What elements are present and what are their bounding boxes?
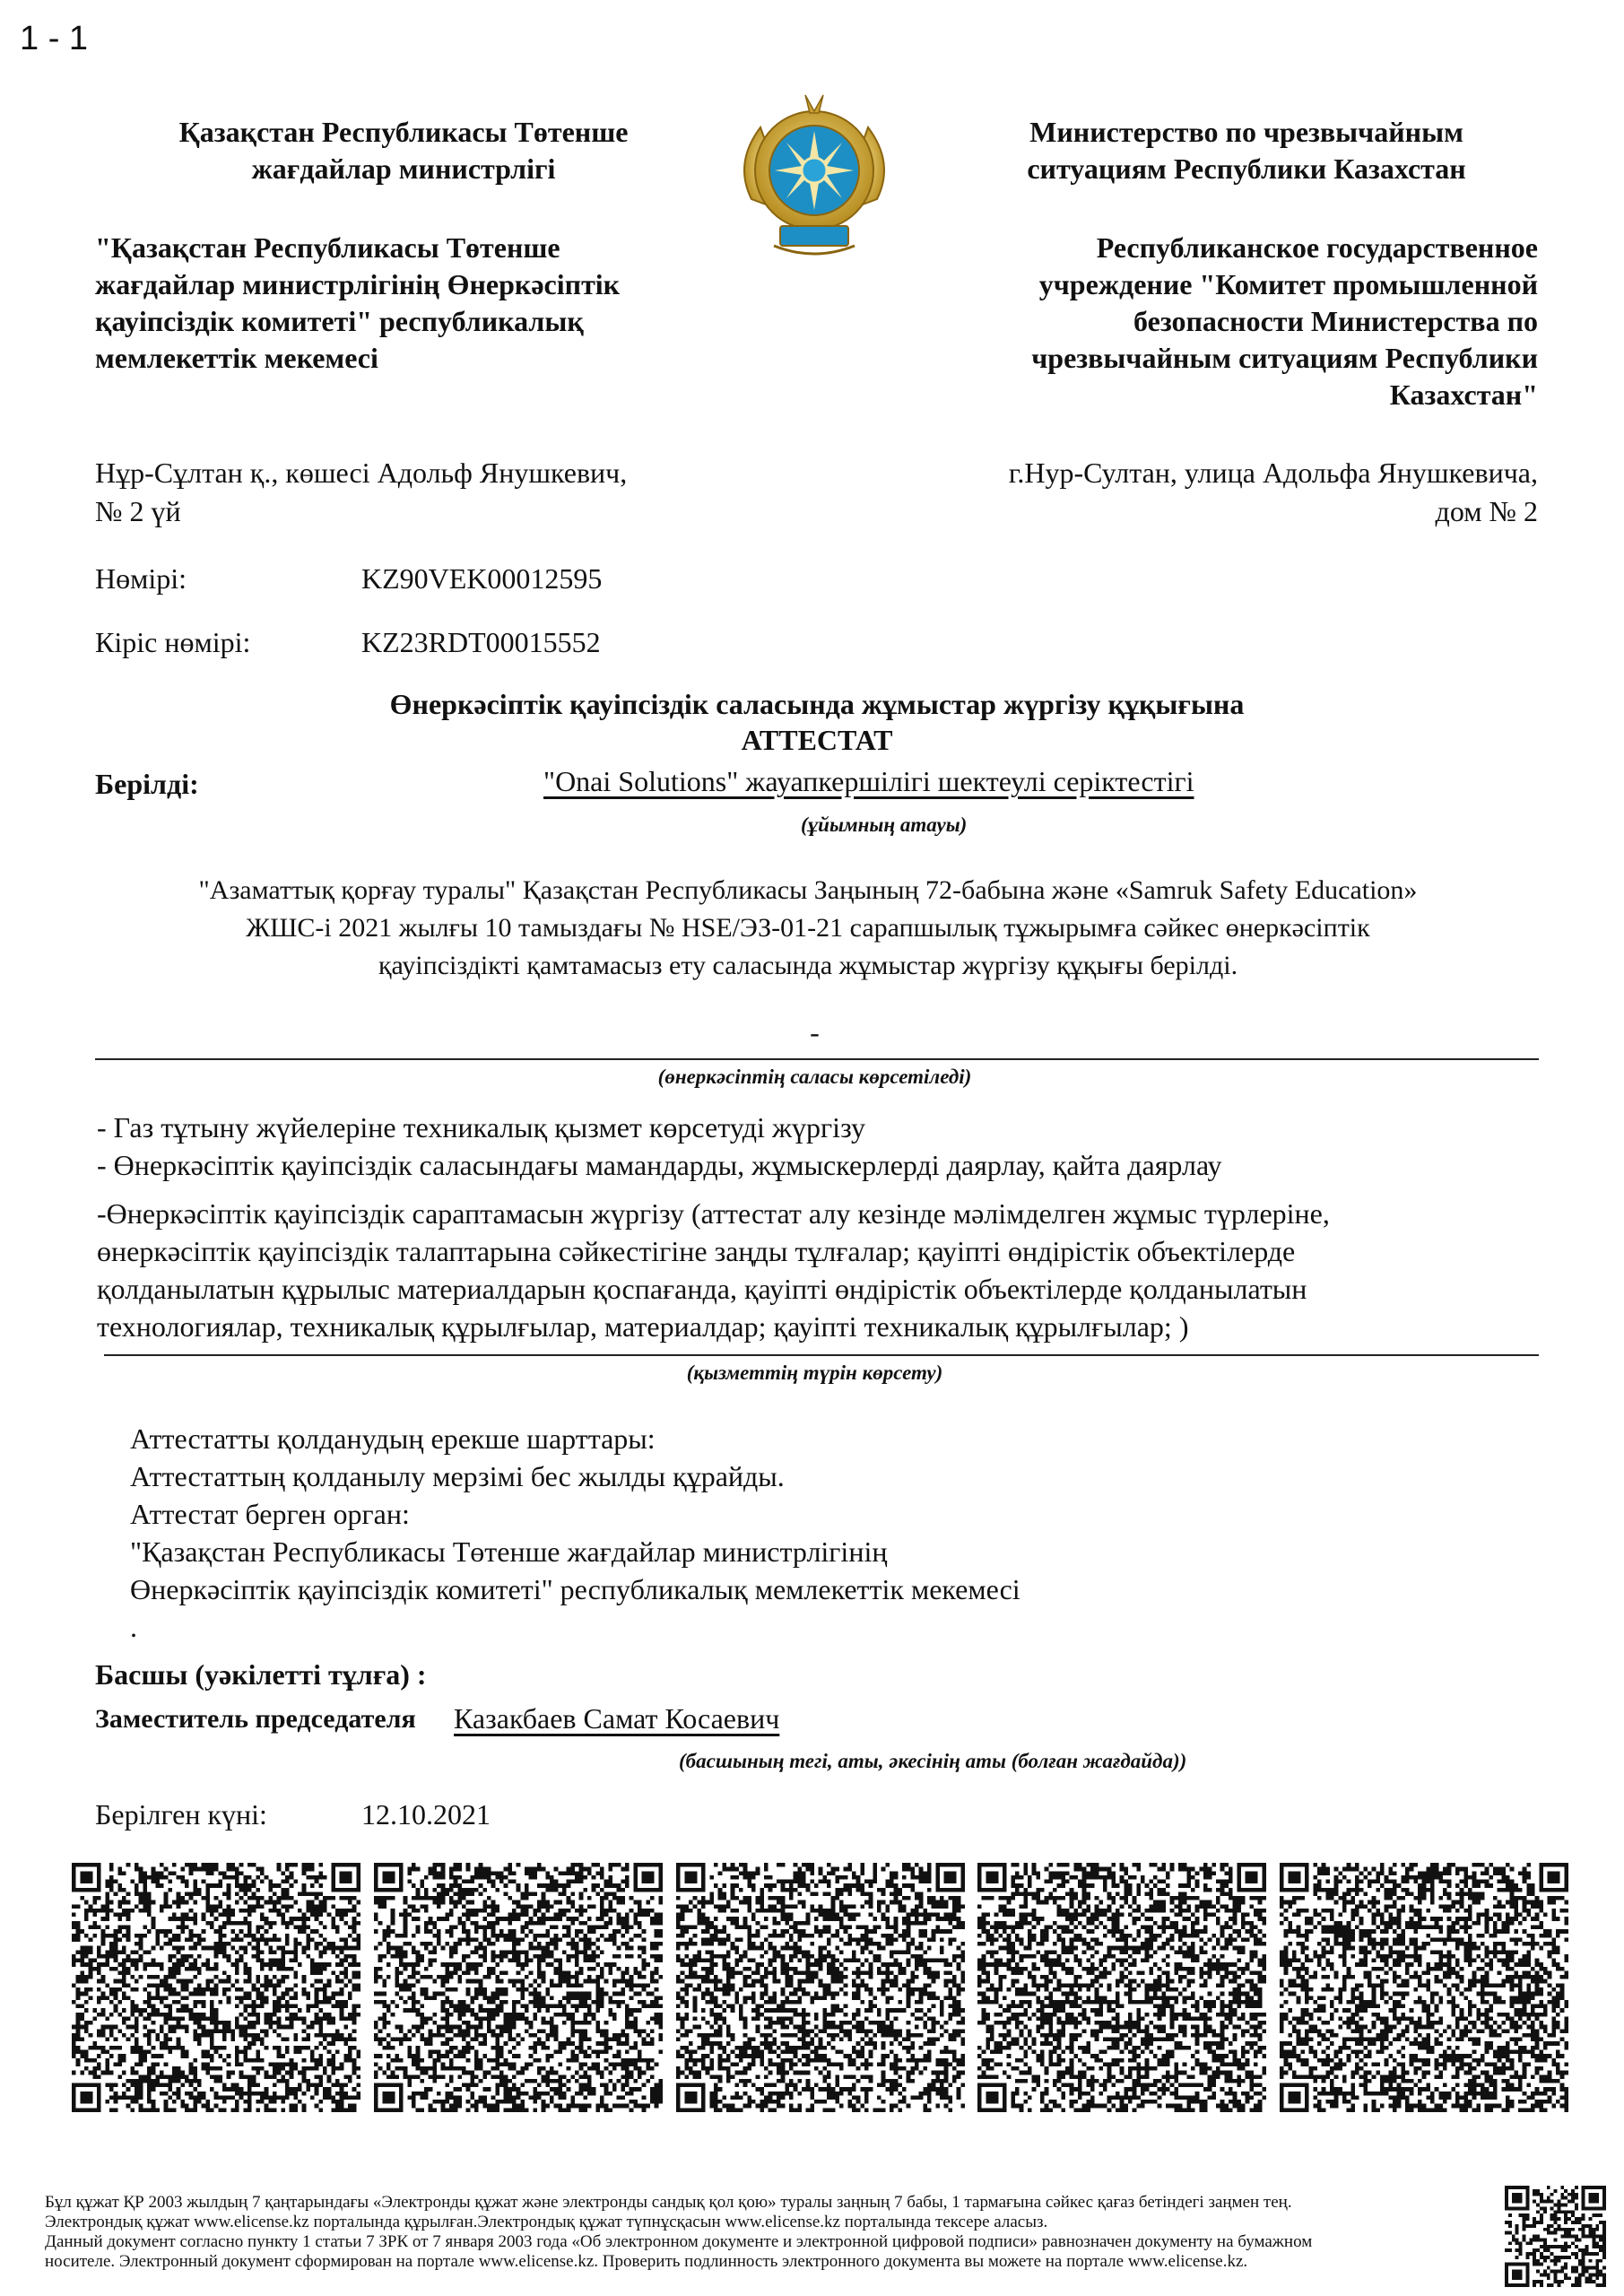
ru-address-line: дом № 2	[1435, 495, 1538, 527]
ru-ministry-line: ситуациям Республики Казахстан	[1027, 152, 1466, 185]
conditions-line: Аттестат берген орган:	[130, 1498, 410, 1530]
kz-org-line: жағдайлар министрлігінің Өнеркәсіптік	[95, 268, 621, 300]
legal-footer	[45, 2193, 1480, 2272]
kz-ministry-line: жағдайлар министрлігі	[251, 152, 556, 185]
head-label: Басшы (уәкілетті тұлға) :	[95, 1658, 427, 1691]
conditions-line: "Қазақстан Республикасы Төтенше жағдайлар министрлігінің	[130, 1535, 888, 1568]
verification-qr-code-icon	[1505, 2186, 1606, 2287]
state-emblem-icon	[725, 91, 904, 257]
ru-organization	[897, 230, 1538, 413]
qr-code-icon	[374, 1863, 663, 2112]
activity-item: технологиялар, техникалық құрылғылар, материалдар; қауіпті техникалық құрылғылар; )	[97, 1310, 1189, 1343]
footer-line: носителе. Электронный документ сформирован на портале www.elicense.kz. Проверить подлинность электронного документа вы можете на портале www.elicense.kz.	[45, 2252, 1248, 2271]
issue-date-value: 12.10.2021	[361, 1798, 491, 1831]
incoming-number-value: KZ23RDT00015552	[361, 626, 601, 658]
ru-ministry-title	[933, 114, 1560, 187]
kz-org-line: қауіпсіздік комитеті" республикалық	[95, 305, 584, 337]
kz-address-line: № 2 үй	[95, 495, 181, 527]
conditions-line: Өнеркәсіптік қауіпсіздік комитеті" республикалық мемлекеттік мекемесі	[130, 1573, 1020, 1605]
signatory-name-text: Казакбаев Самат Косаевич	[454, 1702, 780, 1735]
ru-org-line: Казахстан"	[1389, 378, 1538, 411]
kz-address	[95, 454, 777, 531]
conditions-line: Аттестаттың қолданылу мерзімі бес жылды құрайды.	[130, 1460, 785, 1492]
conditions-line: .	[130, 1611, 137, 1643]
activity-item: өнеркәсіптік қауіпсіздік талаптарына сәйкестігіне заңды тұлғалар; қауіпті өндірістік объектілерде	[97, 1235, 1296, 1267]
activity-item: - Газ тұтыну жүйелеріне техникалық қызмет көрсетуді жүргізу	[97, 1111, 866, 1144]
qr-code-icon	[977, 1863, 1266, 2112]
ru-address-line: г.Нур-Султан, улица Адольфа Янушкевича,	[1008, 457, 1538, 489]
industry-caption: (өнеркәсіптің саласы көрсетіледі)	[657, 1065, 972, 1088]
legal-basis-text	[95, 872, 1521, 985]
footer-line: Бұл құжат ҚР 2003 жылдың 7 қаңтарындағы «Электронды құжат және электронды сандық қол қою» туралы заңның 7 бабы, 1 тармағына сәйкес қағаз бетіндегі заңмен тең.	[45, 2193, 1292, 2212]
kz-organization	[95, 230, 723, 377]
conditions-block	[130, 1420, 1385, 1646]
kz-ministry-title	[90, 114, 717, 187]
activities-divider	[104, 1354, 1539, 1356]
organization-name-text: "Onai Solutions" жауапкершілігі шектеулі серіктестігі	[543, 765, 1194, 797]
footer-line: Данный документ согласно пункту 1 статьи 7 ЗРК от 7 января 2003 года «Об электронном документе и электронной цифровой подписи» равнозначен документу на бумажном	[45, 2232, 1313, 2251]
qr-code-icon	[1280, 1863, 1568, 2112]
ru-org-line: учреждение "Комитет промышленной	[1038, 268, 1538, 300]
kz-ministry-line: Қазақстан Республикасы Төтенше	[178, 116, 629, 148]
issue-date-label: Берілген күні:	[95, 1798, 267, 1831]
signatory-name	[454, 1702, 779, 1735]
activity-item: қолданылатын құрылыс материалдарын қоспағанда, қауіпті өндірістік объектілерде қолданылатын	[97, 1273, 1307, 1305]
number-label: Нөмірі:	[95, 562, 187, 595]
activity-item: -Өнеркәсіптік қауіпсіздік сараптамасын жүргізу (аттестат алу кезінде мәлімделген жұмыс түрлеріне,	[97, 1197, 1330, 1230]
legal-basis-line: ЖШС-і 2021 жылғы 10 тамыздағы № HSE/ЭЗ-01-21 сарапшылық тұжырымға сәйкес өнеркәсіптік	[246, 913, 1370, 943]
ru-org-line: чрезвычайным ситуациям Республики	[1031, 342, 1538, 374]
ru-org-line: безопасности Министерства по	[1133, 305, 1538, 337]
page-number: 1 - 1	[20, 20, 89, 57]
activity-item: - Өнеркәсіптік қауіпсіздік саласындағы мамандарды, жұмыскерлерді даярлау, қайта даярлау	[97, 1149, 1222, 1181]
industry-value: -	[810, 1016, 820, 1048]
kz-address-line: Нұр-Сұлтан қ., көшесі Адольф Янушкевич,	[95, 457, 628, 489]
kz-org-line: мемлекеттік мекемесі	[95, 342, 378, 374]
ru-ministry-line: Министерство по чрезвычайным	[1029, 116, 1463, 148]
number-value: KZ90VEK00012595	[361, 562, 603, 595]
organization-name	[543, 765, 1194, 798]
signatory-position: Заместитель председателя	[95, 1704, 416, 1734]
attestat-title-line2: АТТЕСТАТ	[741, 724, 893, 756]
ru-address	[852, 454, 1538, 531]
activity-list	[97, 1109, 1550, 1345]
legal-basis-line: қауіпсіздікті қамтамасыз ету саласында жұмыстар жүргізу құқығы берілді.	[378, 951, 1238, 980]
ru-org-line: Республиканское государственное	[1096, 231, 1538, 264]
incoming-number-label: Кіріс нөмірі:	[95, 626, 251, 658]
qr-code-icon	[676, 1863, 965, 2112]
activities-caption: (қызметтің түрін көрсету)	[686, 1361, 943, 1384]
issued-label: Берілді:	[95, 768, 199, 800]
legal-basis-line: "Азаматтық қорғау туралы" Қазақстан Республикасы Заңының 72-бабына және «Samruk Safety Education»	[198, 875, 1418, 905]
signatory-caption: (басшының тегі, аты, әкесінің аты (болған жағдайда))	[679, 1750, 1187, 1772]
kz-org-line: "Қазақстан Республикасы Төтенше	[95, 231, 560, 264]
organization-caption: (ұйымның атауы)	[801, 813, 968, 836]
conditions-line: Аттестатты қолданудың ерекше шарттары:	[130, 1422, 656, 1455]
attestat-title-line1: Өнеркәсіптік қауіпсіздік саласында жұмыстар жүргізу құқығына	[389, 688, 1245, 720]
footer-line: Электрондық құжат www.elicense.kz порталында құрылған.Электрондық құжат түпнұсқасын www.elicense.kz порталында тексере аласыз.	[45, 2213, 1048, 2231]
industry-divider	[95, 1058, 1539, 1060]
qr-code-row	[72, 1863, 1568, 2112]
attestat-title	[95, 686, 1539, 758]
qr-code-icon	[72, 1863, 360, 2112]
